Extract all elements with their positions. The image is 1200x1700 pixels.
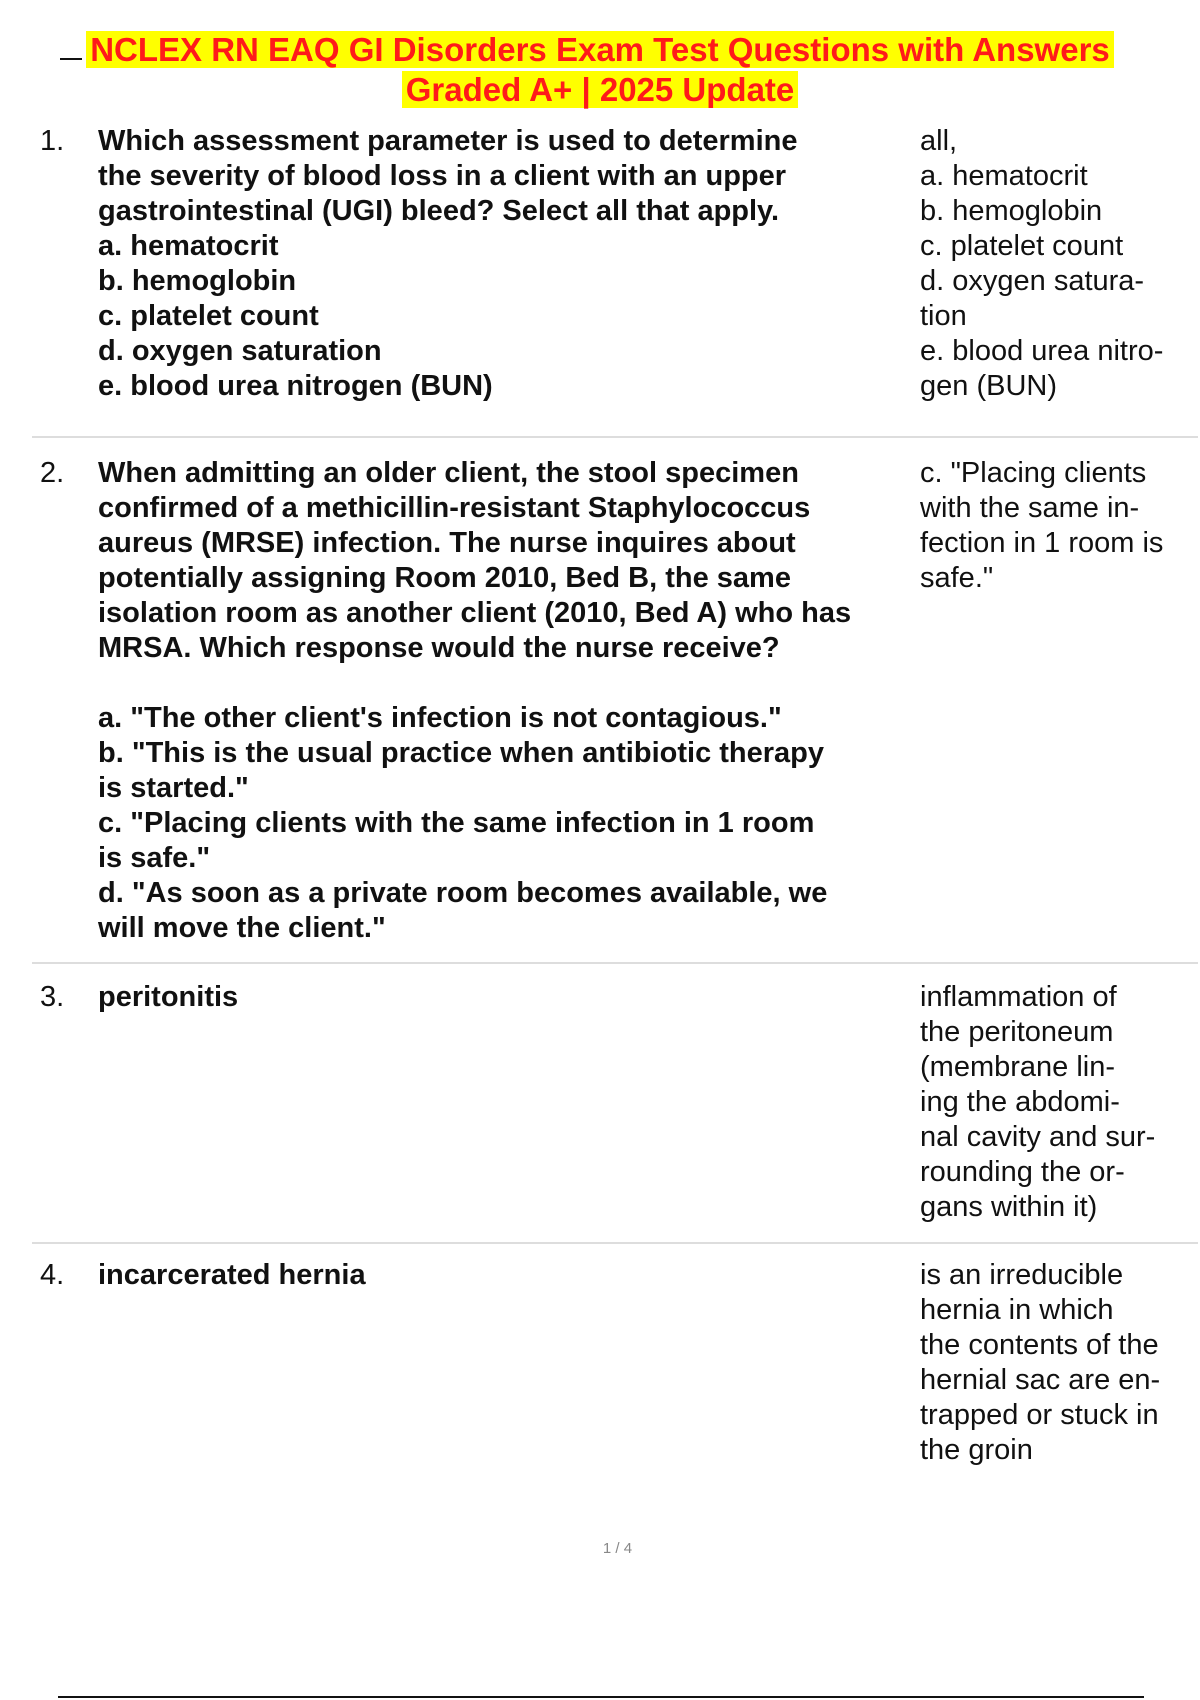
title-line-2: Graded A+ | 2025 Update xyxy=(402,71,799,108)
qa-row-3 xyxy=(32,964,1198,1244)
question-text: peritonitis xyxy=(98,981,239,1013)
answer-text: c. "Placing clients with the same in- fection in 1 room is safe." xyxy=(920,457,1164,594)
document-title xyxy=(0,30,1200,110)
page-indicator: 1 / 4 xyxy=(602,1540,633,1557)
bottom-rule xyxy=(58,1696,1144,1698)
answer-text: all, a. hematocrit b. hemoglobin c. platelet count d. oxygen satura- tion e. blood urea nitro- gen (BUN) xyxy=(920,125,1164,402)
question-number: 3. xyxy=(40,981,65,1013)
question-number: 1. xyxy=(40,125,65,157)
title-line-1: NCLEX RN EAQ GI Disorders Exam Test Questions with Answers xyxy=(86,31,1114,68)
qa-row-4 xyxy=(32,1244,1198,1534)
question-number: 4. xyxy=(40,1259,65,1291)
question-answer-list xyxy=(0,124,1200,1534)
qa-row-2 xyxy=(32,438,1198,964)
question-number: 2. xyxy=(40,457,65,489)
qa-row-1 xyxy=(32,124,1198,438)
answer-text: is an irreducible hernia in which the contents of the hernial sac are en- trapped or stuck in the groin xyxy=(920,1259,1161,1466)
answer-text: inflammation of the peritoneum (membrane lin- ing the abdomi- nal cavity and sur- rounding the or- gans within it) xyxy=(920,981,1156,1223)
question-text: Which assessment parameter is used to determine the severity of blood loss in a client with an upper gastrointestinal (UGI) bleed? Select all that apply. a. hematocrit b. hemoglobin c. platelet count d. oxygen saturation e. blood urea nitrogen (BUN) xyxy=(98,125,798,402)
question-text: incarcerated hernia xyxy=(98,1259,366,1291)
question-text: When admitting an older client, the stool specimen confirmed of a methicillin-resistant Staphylococcus aureus (MRSE) infection. The nurse inquires about potentially assigning Room 2010, Bed B, the same isolation room as another client (2010, Bed A) who has MRSA. Which response would the nurse receive? a. "The other client's infection is not contagious." b. "This is the usual practice when antibiotic therapy is started." c. "Placing clients with the same infection in 1 room is safe." d. "As soon as a private room becomes available, we will move the client." xyxy=(98,457,852,944)
